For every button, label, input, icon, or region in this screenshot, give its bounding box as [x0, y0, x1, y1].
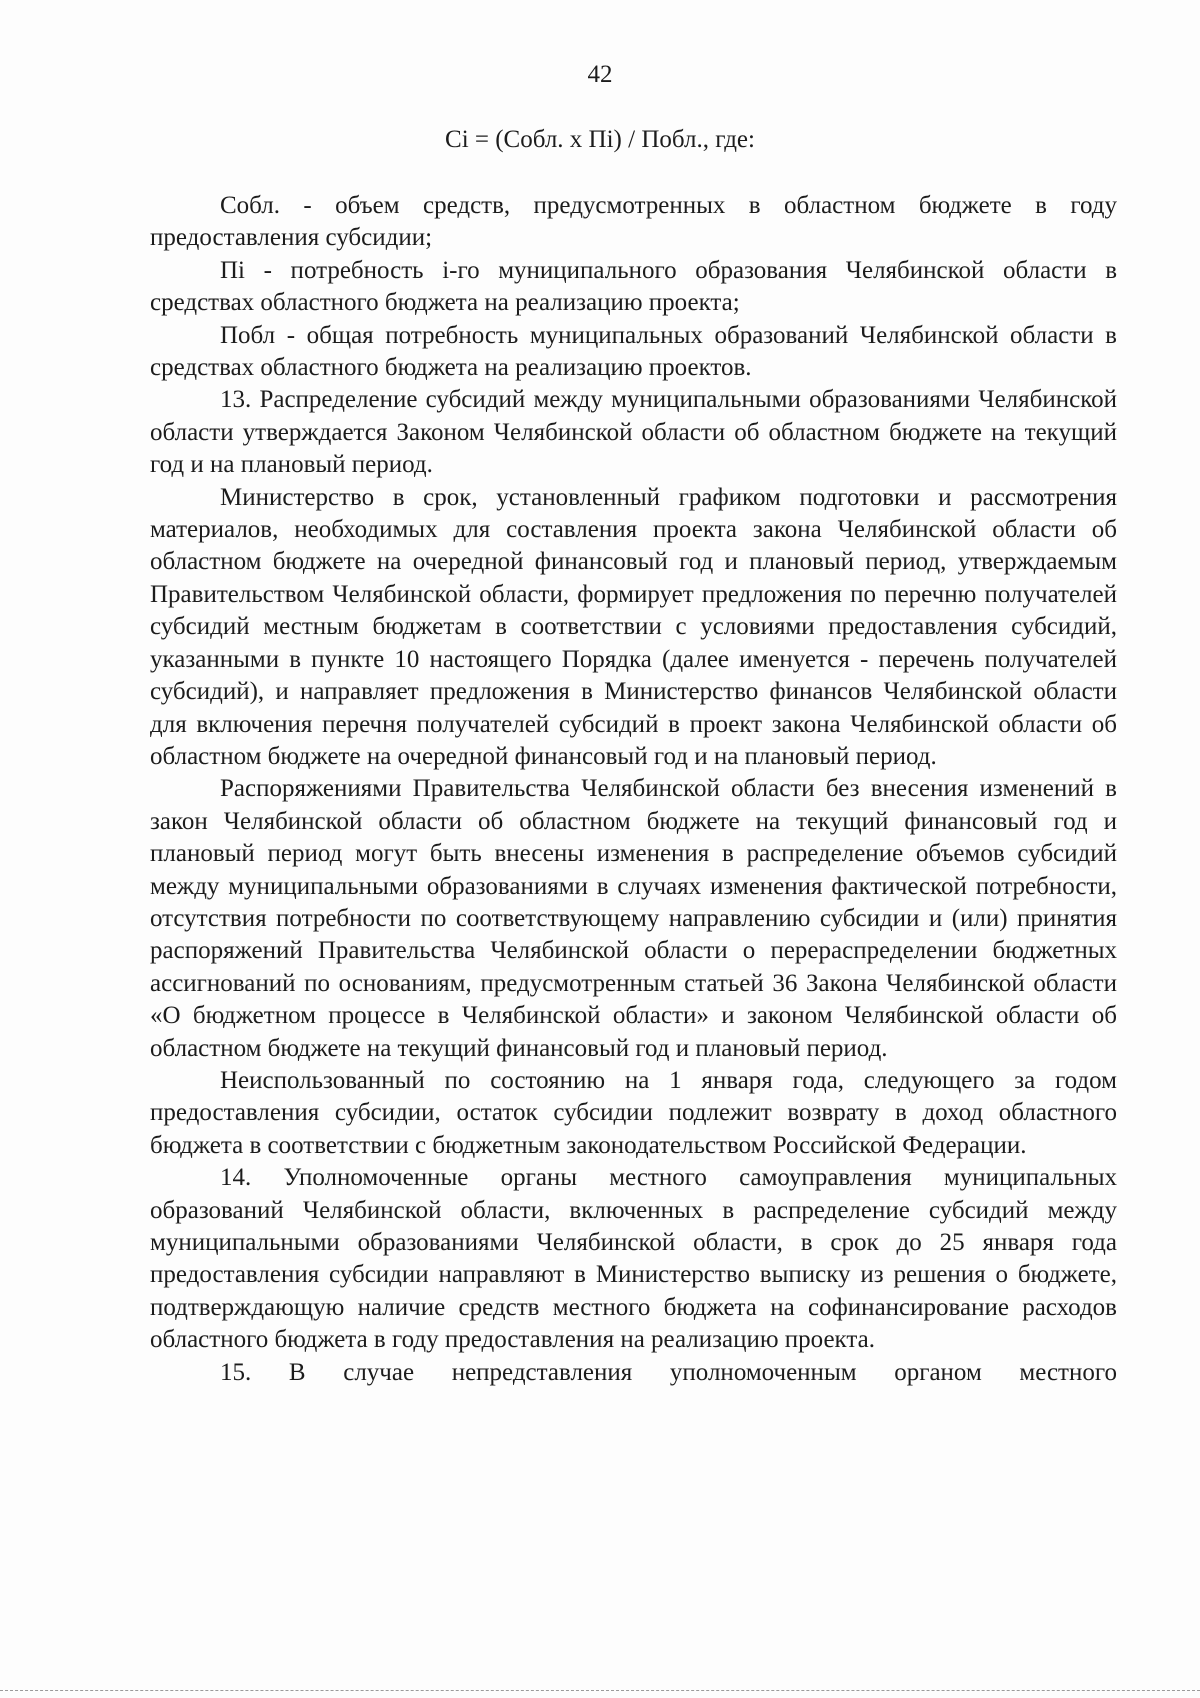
paragraph-ministry-proposals: Министерство в срок, установленный графиком подготовки и рассмотрения материалов, необходимых для составления проекта закона Челябинской области об областном бюджете на очередной финансовый год и плановый период, утверждаемым Правительством Челябинской области, формирует предложения по перечню получателей субсидий местным бюджетам в соответствии с условиями предоставления субсидий, указанными в пункте 10 настоящего Порядка (далее именуется - перечень получателей субсидий), и направляет предложения в Министерство финансов Челябинской области для включения перечня получателей субсидий в проект закона Челябинской области об областном бюджете на очередной финансовый год и на плановый период.	[150, 483, 1117, 770]
paragraph-sobl-definition: Собл. - объем средств, предусмотренных в областном бюджете в году предоставления субсидии;	[150, 192, 1117, 252]
document-body	[150, 190, 1117, 1389]
paragraph-item-15: 15. В случае непредставления уполномоченным органом местного	[220, 1358, 1117, 1386]
paragraph-pobl-definition: Побл - общая потребность муниципальных образований Челябинской области в средствах областного бюджета на реализацию проектов.	[150, 321, 1117, 382]
scan-bottom-edge	[0, 1690, 1200, 1692]
page-number: 42	[587, 61, 613, 88]
paragraph-item-13: 13. Распределение субсидий между муниципальными образованиями Челябинской области утверждается Законом Челябинской области об областном бюджете на текущий год и на плановый период.	[150, 386, 1117, 479]
paragraph-unused-balance: Неиспользованный по состоянию на 1 января года, следующего за годом предоставления субсидии, остаток субсидии подлежит возврату в доход областного бюджета в соответствии с бюджетным законодательством Российской Федерации.	[150, 1066, 1117, 1159]
paragraph-pi-definition: Пi - потребность i-го муниципального образования Челябинской области в средствах областного бюджета на реализацию проекта;	[150, 256, 1117, 317]
subsidy-formula: Ci = (Собл. x Пi) / Побл., где:	[445, 126, 755, 153]
paragraph-government-orders: Распоряжениями Правительства Челябинской области без внесения изменений в закон Челябинской области об областном бюджете на текущий финансовый год и плановый период могут быть внесены изменения в распределение объемов субсидий между муниципальными образованиями в случаях изменения фактической потребности, отсутствия потребности по соответствующему направлению субсидии и (или) принятия распоряжений Правительства Челябинской области о перераспределении бюджетных ассигнований по основаниям, предусмотренным статьей 36 Закона Челябинской области «О бюджетном процессе в Челябинской области» и законом Челябинской области об областном бюджете на текущий финансовый год и плановый период.	[150, 775, 1117, 1062]
paragraph-item-14: 14. Уполномоченные органы местного самоуправления муниципальных образований Челябинской области, включенных в распределение субсидий между муниципальными образованиями Челябинской области, в срок до 25 января года предоставления субсидии направляют в Министерство выписку из решения о бюджете, подтверждающую наличие средств местного бюджета на софинансирование расходов областного бюджета в году предоставления на реализацию проекта.	[150, 1164, 1117, 1354]
